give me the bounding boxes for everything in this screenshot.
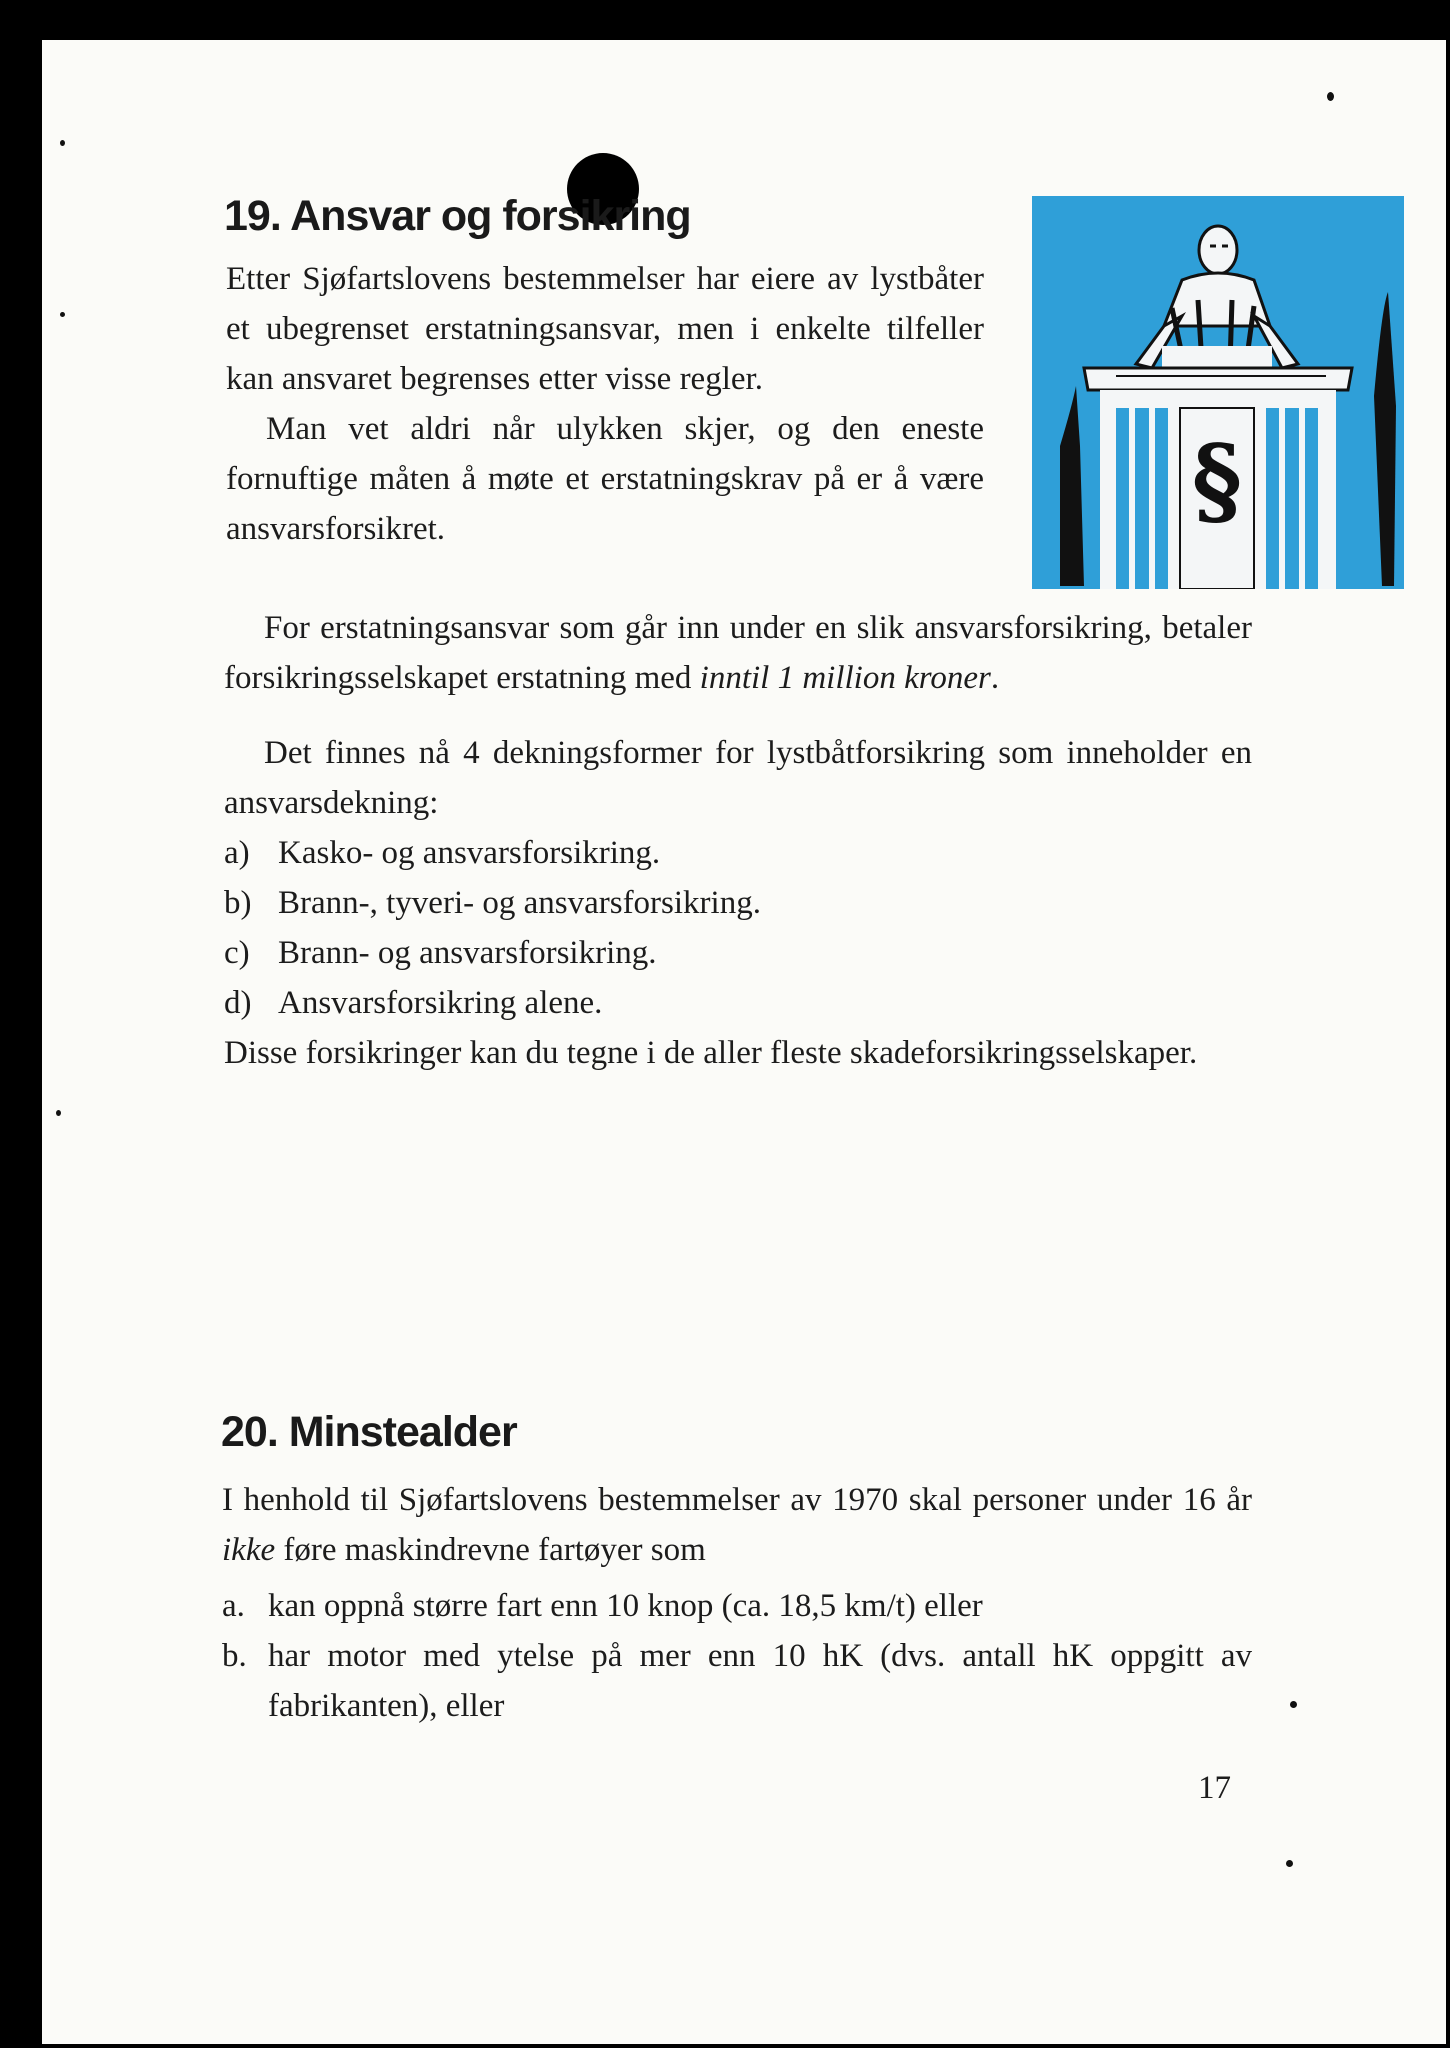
judge-at-bench-illustration [1032, 196, 1404, 589]
section-19-title: 19. Ansvar og forsikring [224, 192, 691, 240]
list-item-text: kan oppnå større fart enn 10 knop (ca. 18,5 km/t) eller [268, 1588, 983, 1624]
paragraph: Man vet aldri når ulykken skjer, og den eneste fornuftige måten å møte et erstatningskrav på er å være ansvarsforsikret. [226, 411, 984, 547]
list-marker: b. [222, 1638, 247, 1674]
list-marker: d) [224, 985, 252, 1021]
paragraph-text: I henhold til Sjøfartslovens bestemmelser av 1970 skal personer under 16 år [222, 1482, 1252, 1518]
bench-top [1084, 368, 1352, 390]
list-marker: b) [224, 885, 252, 921]
section-20-body [222, 1475, 1252, 1731]
age-rule-list [222, 1581, 1252, 1731]
section-19-intro [226, 254, 984, 554]
paragraph-text: . [990, 660, 1000, 696]
list-item-text: Brann-, tyveri- og ansvarsforsikring. [278, 885, 761, 921]
list-item-text: Kasko- og ansvarsforsikring. [278, 835, 661, 871]
list-item [224, 878, 1252, 928]
speck [1290, 1701, 1297, 1708]
paragraph [222, 1475, 1252, 1575]
bench-panel [1266, 408, 1318, 589]
list-item [224, 828, 1252, 878]
list-marker: c) [224, 935, 250, 971]
bench-panel [1116, 408, 1168, 589]
paragraph: Etter Sjøfartslovens bestemmelser har eiere av lystbåter et ubegrenset erstatningsansvar, men i enkelte tilfeller kan ansvaret begrenses etter visse regler. [226, 261, 984, 397]
paragraph [224, 603, 1252, 703]
paragraph-text: For erstatningsansvar som går inn under en slik ansvarsforsikring, betaler forsikringsselskapet erstatning med [224, 610, 1252, 696]
emphasis-text: ikke [222, 1532, 276, 1568]
section-20-title: 20. Minstealder [221, 1408, 517, 1456]
list-item [224, 978, 1252, 1028]
list-item [224, 928, 1252, 978]
speck [1327, 92, 1334, 101]
list-marker: a. [222, 1588, 245, 1624]
coverage-options-list [224, 828, 1252, 1028]
paragraph-text: føre maskindrevne fartøyer som [275, 1532, 706, 1568]
speck [1286, 1860, 1293, 1867]
list-item-text: Ansvarsforsikring alene. [278, 985, 603, 1021]
section-19-body [224, 603, 1252, 1078]
judge-torso [1162, 346, 1272, 368]
paragraph-symbol: § [1191, 424, 1243, 537]
judge-head [1199, 226, 1237, 274]
illustration-svg [1032, 196, 1404, 589]
list-item [222, 1581, 1252, 1631]
list-item [222, 1631, 1252, 1731]
emphasis-text: inntil 1 million kroner [699, 660, 991, 696]
list-item-text: har motor med ytelse på mer enn 10 hK (dvs. antall hK oppgitt av fabrikanten), eller [268, 1638, 1252, 1724]
list-marker: a) [224, 835, 250, 871]
speck [56, 1110, 61, 1116]
page-number: 17 [1198, 1770, 1231, 1806]
paragraph: Disse forsikringer kan du tegne i de aller fleste skadeforsikringsselskaper. [224, 1035, 1198, 1071]
speck [60, 312, 65, 317]
paragraph: Det finnes nå 4 dekningsformer for lystbåtforsikring som inneholder en ansvarsdekning: [224, 735, 1252, 821]
list-item-text: Brann- og ansvarsforsikring. [278, 935, 657, 971]
speck [60, 140, 65, 146]
